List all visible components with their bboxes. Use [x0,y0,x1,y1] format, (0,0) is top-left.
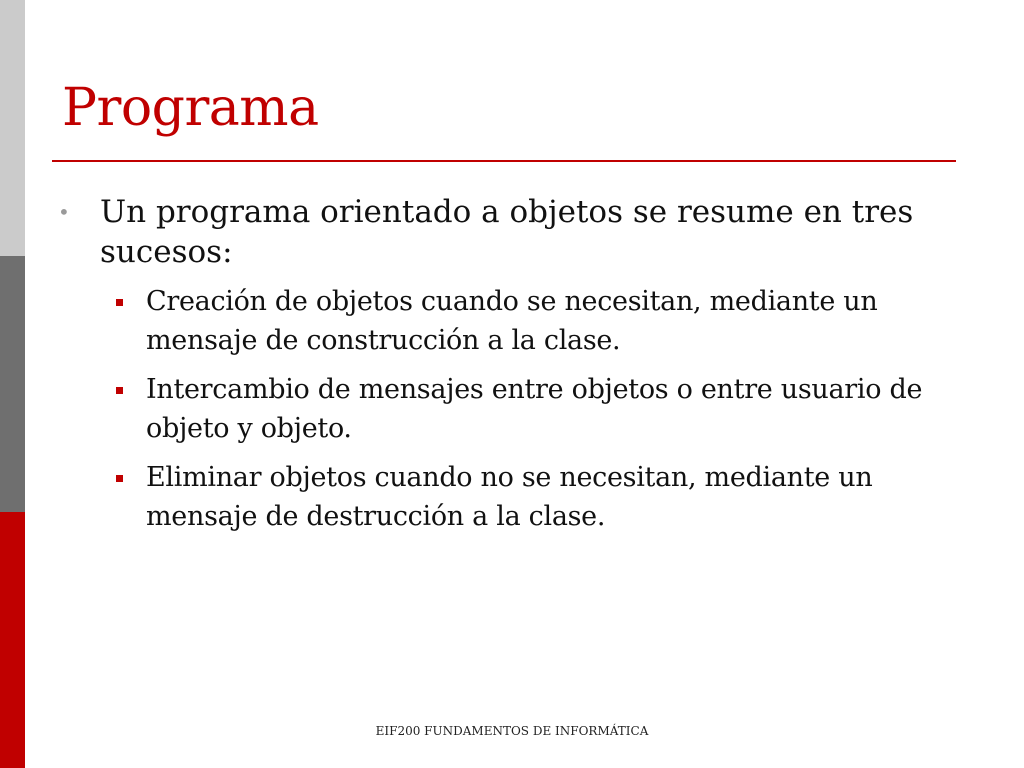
sub-bullet-text: Eliminar objetos cuando no se necesitan, mediante un mensaje de destrucción a la clase. [146,462,873,532]
bullet-text: Un programa orientado a objetos se resume en tres sucesos: [100,194,914,270]
sub-bullet-item [58,370,968,448]
slide-title: Programa [62,78,319,138]
dot-bullet-icon: • [58,200,70,224]
sub-bullet-item [58,458,968,536]
accent-bar-middle [0,256,25,512]
sub-bullet-text: Intercambio de mensajes entre objetos o entre usuario de objeto y objeto. [146,374,923,444]
accent-bar-top [0,0,25,256]
bullet-item [58,192,968,272]
sub-bullet-item [58,282,968,360]
red-square-bullet-icon [116,387,123,394]
red-square-bullet-icon [116,299,123,306]
title-underline [52,160,956,162]
slide-content [58,192,968,546]
red-square-bullet-icon [116,475,123,482]
slide-footer: EIF200 FUNDAMENTOS DE INFORMÁTICA [375,724,649,738]
sub-bullet-text: Creación de objetos cuando se necesitan, mediante un mensaje de construcción a la clase. [146,286,878,356]
